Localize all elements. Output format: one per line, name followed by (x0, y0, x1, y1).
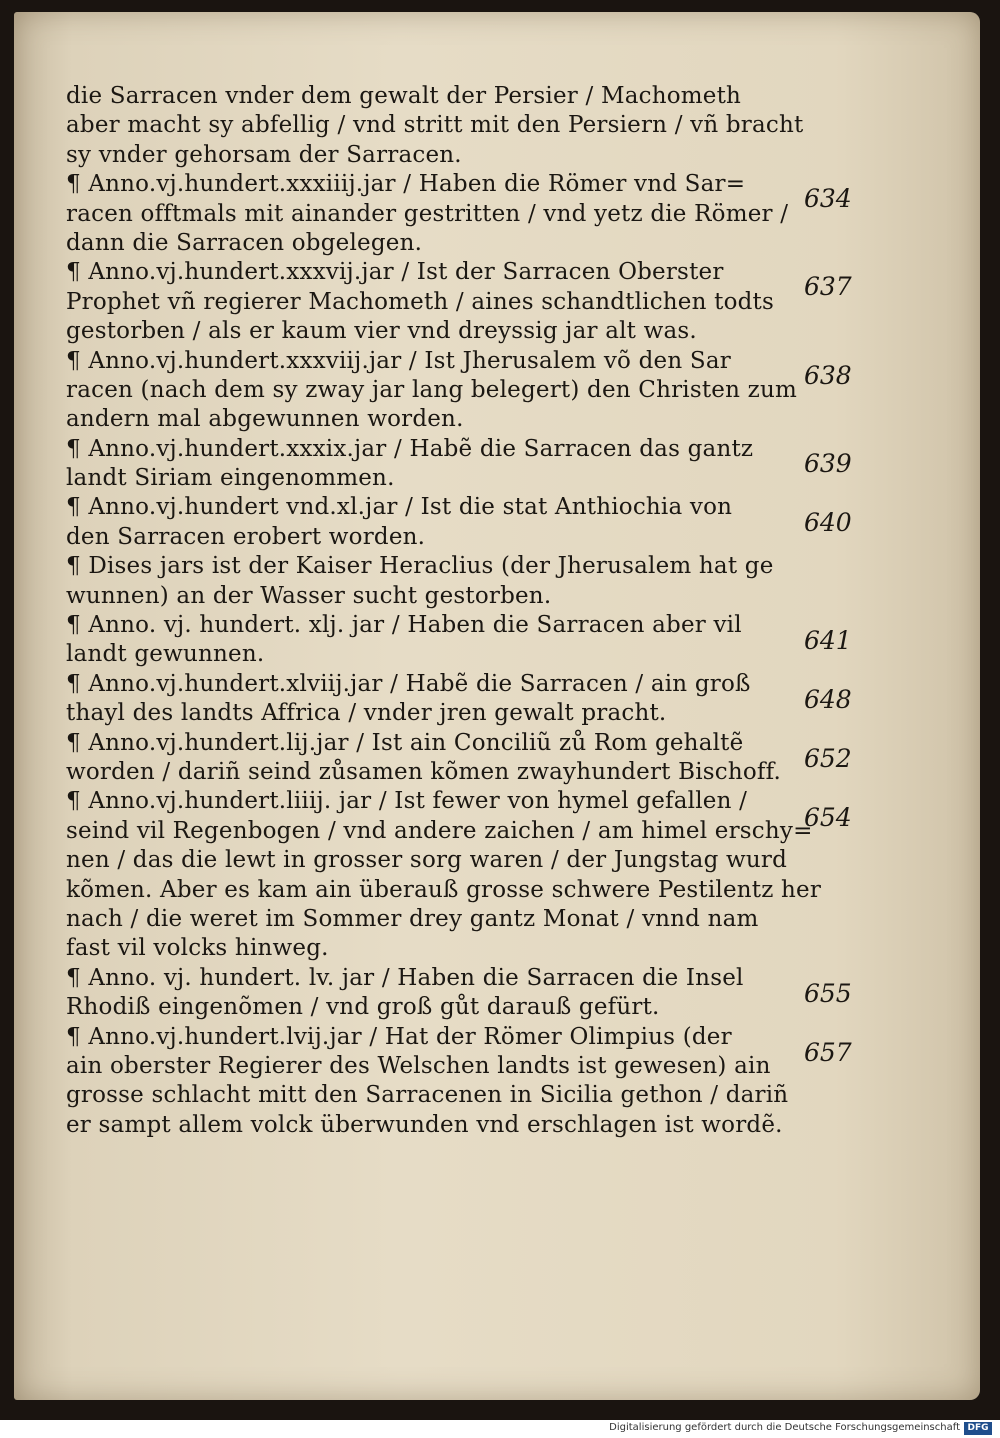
margin-year: 641 (804, 626, 852, 655)
text-line: ¶ Anno.vj.hundert vnd.xl.jar / Ist die stat Anthiochia von (66, 494, 733, 521)
text-line: ¶ Anno.vj.hundert.xxxviij.jar / Ist Jherusalem võ den Sar (66, 347, 731, 374)
text-line: thayl des landts Affrica / vnder jren gewalt pracht. (66, 700, 667, 727)
text-line: ¶ Anno.vj.hundert.liiij. jar / Ist fewer von hymel gefallen / (66, 788, 748, 815)
margin-year: 652 (804, 744, 852, 773)
book-page (14, 12, 980, 1400)
funding-credit: Digitalisierung gefördert durch die Deutsche Forschungsgemeinschaft (609, 1422, 960, 1433)
text-line: ¶ Anno.vj.hundert.xxxiiij.jar / Haben die Römer vnd Sar= (66, 171, 746, 198)
text-line: den Sarracen erobert worden. (66, 523, 426, 550)
page-text (66, 82, 822, 1140)
text-line: ¶ Anno.vj.hundert.xlviij.jar / Habẽ die Sarracen / ain groß (66, 670, 751, 697)
margin-year: 657 (804, 1038, 852, 1067)
text-line: wunnen) an der Wasser sucht gestorben. (66, 582, 552, 609)
text-line: nen / das die lewt in grosser sorg waren / der Jungstag wurd (66, 847, 788, 874)
text-line: racen (nach dem sy zway jar lang belegert) den Christen zum (66, 376, 797, 403)
margin-year: 640 (804, 508, 852, 537)
dfg-logo: DFG (964, 1422, 992, 1435)
margin-year: 634 (804, 184, 852, 213)
text-line: landt Siriam eingenommen. (66, 465, 395, 492)
text-line: dann die Sarracen obgelegen. (66, 229, 423, 256)
text-line: Rhodiß eingenõmen / vnd groß gůt darauß gefürt. (66, 994, 660, 1021)
margin-year: 654 (804, 803, 852, 832)
margin-year: 639 (804, 449, 852, 478)
text-line: ¶ Anno.vj.hundert.lvij.jar / Hat der Römer Olimpius (der (66, 1023, 732, 1050)
text-line: nach / die weret im Sommer drey gantz Monat / vnnd nam (66, 905, 759, 932)
text-line: landt gewunnen. (66, 641, 265, 668)
text-line: ¶ Anno. vj. hundert. xlj. jar / Haben die Sarracen aber vil (66, 612, 742, 639)
text-line: ¶ Dises jars ist der Kaiser Heraclius (der Jherusalem hat ge (66, 553, 774, 580)
footer-bar (0, 1420, 1000, 1438)
text-line: er sampt allem volck überwunden vnd erschlagen ist wordẽ. (66, 1111, 783, 1138)
text-line: seind vil Regenbogen / vnd andere zaichen / am himel erschy= (66, 817, 813, 844)
text-line: racen offtmals mit ainander gestritten / vnd yetz die Römer / (66, 200, 789, 227)
margin-year: 655 (804, 979, 852, 1008)
text-line: gestorben / als er kaum vier vnd dreyssig jar alt was. (66, 318, 697, 345)
text-line: fast vil volcks hinweg. (66, 935, 329, 962)
text-line: ¶ Anno.vj.hundert.xxxix.jar / Habẽ die Sarracen das gantz (66, 435, 754, 462)
text-line: worden / dariñ seind zůsamen kõmen zwayhundert Bischoff. (66, 758, 782, 785)
text-line: ¶ Anno.vj.hundert.xxxvij.jar / Ist der Sarracen Oberster (66, 259, 724, 286)
text-line: ¶ Anno.vj.hundert.lij.jar / Ist ain Conciliũ zů Rom gehaltẽ (66, 729, 744, 756)
text-line: kõmen. Aber es kam ain überauß grosse schwere Pestilentz her (66, 876, 822, 903)
text-line: andern mal abgewunnen worden. (66, 406, 464, 433)
margin-year: 648 (804, 685, 852, 714)
text-line: ¶ Anno. vj. hundert. lv. jar / Haben die Sarracen die Insel (66, 964, 744, 991)
text-line: ain oberster Regierer des Welschen landts ist gewesen) ain (66, 1052, 771, 1079)
margin-year: 638 (804, 361, 852, 390)
text-line: Prophet vñ regierer Machometh / aines schandtlichen todts (66, 288, 774, 315)
text-line: sy vnder gehorsam der Sarracen. (66, 141, 462, 168)
text-line: die Sarracen vnder dem gewalt der Persier / Machometh (66, 83, 742, 109)
text-line: grosse schlacht mitt den Sarracenen in Sicilia gethon / dariñ (66, 1082, 789, 1109)
text-line: aber macht sy abfellig / vnd stritt mit den Persiern / vñ bracht (66, 112, 804, 139)
margin-year: 637 (804, 272, 852, 301)
